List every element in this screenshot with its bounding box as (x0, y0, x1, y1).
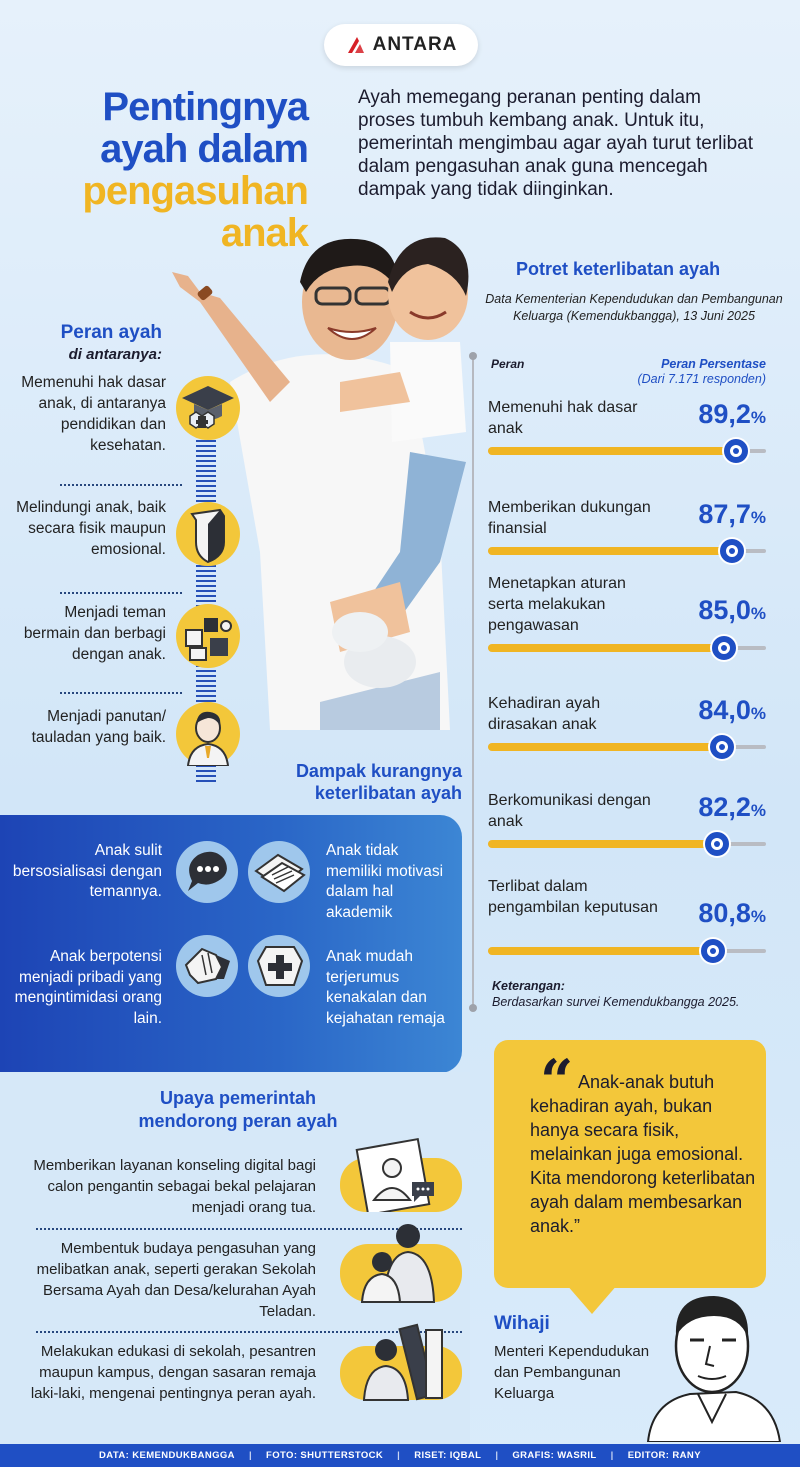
stat-value-unit: % (750, 508, 766, 527)
medicine-icon (248, 935, 310, 997)
quote-mark-icon: “ (540, 1047, 574, 1115)
title-line-4: anak (220, 211, 308, 255)
stat-bar-fill (488, 644, 724, 652)
stat-value-unit: % (750, 704, 766, 723)
stat-value-number: 84,0 (698, 695, 751, 725)
stat-bar-track (488, 549, 766, 553)
speech-bubble-icon (176, 841, 238, 903)
peran-item: Memenuhi hak dasar anak, di antaranya pendidikan dan kesehatan. (21, 374, 166, 454)
stat-value-number: 82,2 (698, 792, 751, 822)
online-counseling-icon (340, 1130, 462, 1212)
stat-bar-track (488, 745, 766, 749)
chart-note (492, 978, 739, 1010)
dampak-item: Anak sulit bersosialisasi dengan temannya. (12, 842, 162, 900)
credit-data: DATA: KEMENDUKBANGGA (99, 1450, 235, 1461)
stat-value-number: 87,7 (698, 499, 751, 529)
separator: | (495, 1450, 499, 1461)
stat-bar-fill (488, 840, 717, 848)
page-title (82, 86, 308, 254)
minister-portrait (640, 1282, 786, 1442)
stat-row (488, 497, 766, 539)
title-line-3: pengasuhan (82, 169, 308, 213)
stat-label: Memberikan dukungan finansial (488, 499, 651, 537)
credit-graphics: GRAFIS: WASRIL (512, 1450, 597, 1461)
father-child-icon (340, 1222, 462, 1304)
stat-row (488, 573, 766, 636)
chart-note-label: Keterangan: (492, 979, 565, 993)
separator: | (397, 1450, 401, 1461)
stat-bar-knob (710, 735, 734, 759)
title-line-1: Pentingnya (102, 85, 308, 129)
education-books-icon (340, 1320, 462, 1402)
potret-title: Potret keterlibatan ayah (516, 259, 721, 279)
stat-bar-track (488, 449, 766, 453)
separator: | (610, 1450, 614, 1461)
chart-divider-line (472, 356, 474, 1008)
credit-photo: FOTO: SHUTTERSTOCK (266, 1450, 384, 1461)
stat-bar-knob (712, 636, 736, 660)
stat-bar-knob (724, 439, 748, 463)
toy-blocks-icon (176, 604, 240, 668)
peran-list (16, 372, 242, 792)
stat-label: Terlibat dalam pengambilan keputusan (488, 878, 658, 916)
chart-note-text: Berdasarkan survei Kemendukbangga 2025. (492, 995, 740, 1009)
stat-value (698, 898, 766, 929)
upaya-title: Upaya pemerintah mendorong peran ayah (138, 1088, 338, 1131)
divider (60, 692, 182, 694)
potret-source: Data Kementerian Kependudukan dan Pembangunan Keluarga (Kemendukbangga), 13 Juni 2025 (485, 292, 783, 323)
shield-icon (176, 502, 240, 566)
stat-label: Kehadiran ayah dirasakan anak (488, 695, 601, 733)
stat-value-unit: % (750, 604, 766, 623)
antara-logo-icon (345, 34, 367, 56)
peran-item: Menjadi panutan/ tauladan yang baik. (31, 708, 166, 746)
stat-row (488, 876, 766, 928)
stat-value-number: 80,8 (698, 898, 751, 928)
stat-bar-fill (488, 547, 732, 555)
stat-value (698, 399, 766, 430)
stat-bar-track (488, 646, 766, 650)
quote-tail (566, 1284, 618, 1314)
column-header-percentage (637, 357, 766, 387)
dampak-item: Anak berpotensi menjadi pribadi yang mengintimidasi orang lain. (14, 948, 162, 1027)
stat-value (698, 499, 766, 530)
stat-value-unit: % (750, 801, 766, 820)
dampak-item: Anak mudah terjerumus kenakalan dan kejahatan remaja (326, 948, 445, 1027)
person-name: Wihaji (494, 1313, 550, 1334)
stat-row (488, 790, 766, 832)
stat-bar-fill (488, 947, 713, 955)
stat-label: Berkomunikasi dengan anak (488, 792, 651, 830)
quote-text: Anak-anak butuh kehadiran ayah, bukan hanya secara fisik, melainkan juga emosional. Kita mendorong keterlibatan ayah dalam membesarkan anak.” (530, 1072, 756, 1236)
divider (60, 592, 182, 594)
role-model-icon (176, 702, 240, 766)
stat-value-unit: % (750, 907, 766, 926)
upaya-item: Membentuk budaya pengasuhan yang melibatkan anak, seperti gerakan Sekolah Bersama Ayah dan Desa/kelurahan Ayah Teladan. (36, 1240, 316, 1320)
footer-credits (0, 1444, 800, 1467)
credit-editor: EDITOR: RANY (627, 1450, 701, 1461)
dampak-item: Anak tidak memiliki motivasi dalam hal akademik (326, 842, 444, 921)
stat-bar-track (488, 842, 766, 846)
stat-value-number: 85,0 (698, 595, 751, 625)
separator: | (248, 1450, 252, 1461)
logo-text: ANTARA (372, 34, 458, 55)
stat-bar-knob (701, 939, 725, 963)
stat-value (698, 695, 766, 726)
upaya-item: Melakukan edukasi di sekolah, pesantren maupun kampus, dengan sasaran remaja laki-laki, mengenai pentingnya peran ayah. (30, 1343, 316, 1402)
peran-title: Peran ayah (60, 322, 162, 343)
dampak-panel (0, 815, 462, 1073)
stat-value (698, 792, 766, 823)
documents-icon (248, 841, 310, 903)
intro-text: Ayah memegang peranan penting dalam proses tumbuh kembang anak. Untuk itu, pemerintah mengimbau agar ayah turut terlibat dalam pengasuhan anak guna mencegah dampak yang tidak diinginkan. (358, 87, 754, 200)
antara-logo (324, 24, 478, 66)
stat-bar-fill (488, 447, 736, 455)
stat-label: Memenuhi hak dasar anak (488, 399, 638, 437)
column-header-peran: Peran (491, 357, 525, 371)
peran-subtitle: di antaranya: (68, 346, 162, 363)
person-role: Menteri Kependudukan dan Pembangunan Keluarga (494, 1343, 650, 1402)
peran-item: Melindungi anak, baik secara fisik maupun emosional. (16, 499, 166, 558)
fist-icon (176, 935, 238, 997)
stat-label: Menetapkan aturan serta melakukan pengawasan (488, 575, 626, 634)
stat-value-number: 89,2 (698, 399, 751, 429)
peran-heading (61, 322, 162, 363)
stat-bar-knob (720, 539, 744, 563)
column-header-pct-note: (Dari 7.171 responden) (637, 372, 766, 386)
upaya-item: Memberikan layanan konseling digital bagi calon pengantin sebagai bekal pelajaran menjadi orang tua. (33, 1157, 316, 1216)
credit-research: RISET: IQBAL (414, 1450, 482, 1461)
stat-bar-track (488, 949, 766, 953)
stat-row (488, 693, 766, 735)
peran-item: Menjadi teman bermain dan berbagi dengan anak. (23, 604, 166, 663)
stat-bar-knob (705, 832, 729, 856)
stat-value (698, 595, 766, 626)
stat-bar-fill (488, 743, 722, 751)
graduation-cap-icon (176, 376, 240, 440)
stat-row (488, 397, 766, 439)
divider (60, 484, 182, 486)
title-line-2: ayah dalam (100, 127, 308, 171)
stat-value-unit: % (750, 408, 766, 427)
column-header-pct-title: Peran Persentase (661, 357, 766, 371)
dampak-title: Dampak kurangnya keterlibatan ayah (295, 761, 462, 803)
